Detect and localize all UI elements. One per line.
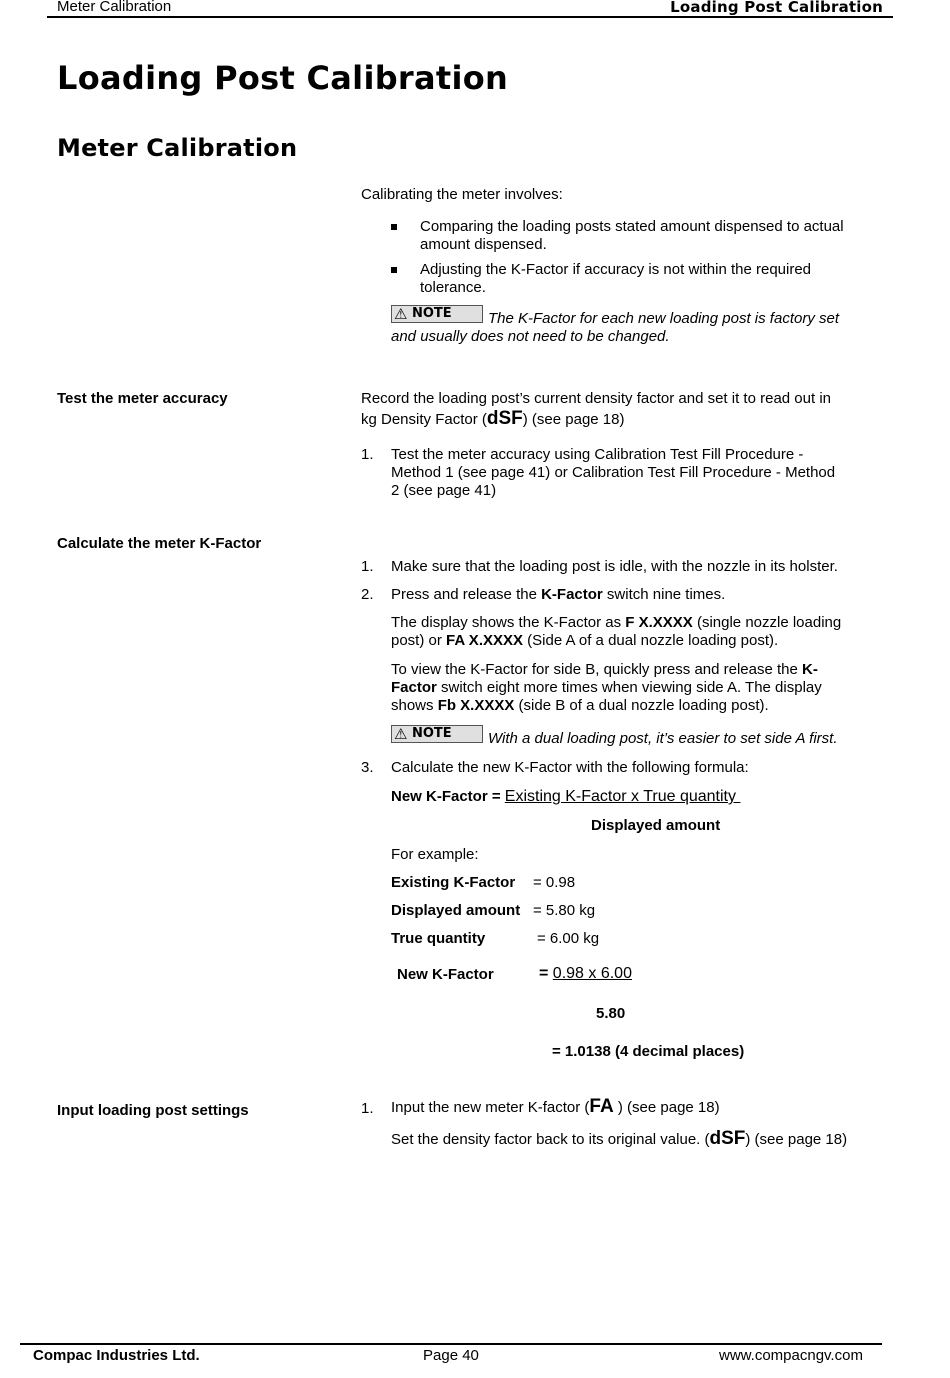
heading-calc-kfactor: Calculate the meter K-Factor [57, 535, 262, 552]
input-step2: Set the density factor back to its original value. (dSF) (see page 18) [391, 1128, 848, 1149]
example-label-true: True quantity [391, 930, 486, 947]
display-code-dsf: dSF [709, 1128, 746, 1149]
calc-step3: Calculate the new K-Factor with the following formula: [391, 759, 749, 776]
header-rule [47, 16, 893, 18]
note-badge: ⚠ NOTE [391, 725, 483, 743]
note-text-line1: The K-Factor for each new loading post is factory set [488, 310, 839, 327]
bullet-square-icon [391, 267, 397, 273]
test-step1: Test the meter accuracy using Calibration Test Fill Procedure - Method 1 (see page 41) or Calibration Test Fill Procedure - Method 2 (see page 41) [391, 446, 836, 499]
section-title: Meter Calibration [57, 134, 298, 162]
footer-company: Compac Industries Ltd. [33, 1347, 200, 1364]
display-code-dsf: dSF [486, 408, 523, 429]
calc-display-para: The display shows the K-Factor as F X.XXXX (single nozzle loading post) or FA X.XXXX (Side A of a dual nozzle loading post). [391, 614, 842, 649]
calc-step2: Press and release the K-Factor switch nine times. [391, 586, 726, 603]
result-numerator: 0.98 x 6.00 [552, 965, 632, 982]
footer-rule [20, 1343, 882, 1345]
example-label-existing: Existing K-Factor [391, 874, 516, 891]
result-label: New K-Factor [397, 966, 494, 983]
note-text: With a dual loading post, it’s easier to set side A first. [488, 730, 838, 747]
result-value: = 1.0138 (4 decimal places) [552, 1043, 745, 1060]
page-title: Loading Post Calibration [57, 59, 509, 97]
running-header-chapter: Loading Post Calibration [670, 0, 883, 16]
display-code-fa: FA [589, 1096, 614, 1117]
formula-denominator: Displayed amount [591, 817, 721, 834]
bullet-item-2: Adjusting the K-Factor if accuracy is not within the required tolerance. [420, 261, 812, 296]
bullet-item-1: Comparing the loading posts stated amount dispensed to actual amount dispensed. [420, 218, 844, 253]
warning-triangle-icon: ⚠ [394, 305, 408, 323]
formula-line [391, 788, 740, 806]
warning-triangle-icon: ⚠ [394, 725, 408, 743]
step-number: 2. [361, 586, 374, 603]
note-badge: ⚠ NOTE [391, 305, 483, 323]
example-value-true: = 6.00 kg [537, 930, 600, 947]
result-fraction: = 0.98 x 6.00 [539, 965, 632, 982]
test-para-line1: Record the loading post’s current density factor and set it to read out in [361, 390, 831, 407]
calc-step1: Make sure that the loading post is idle, with the nozzle in its holster. [391, 558, 838, 575]
calc-sideb-para: To view the K-Factor for side B, quickly press and release the K- Factor switch eight more times when viewing side A. The display shows Fb X.XXXX (side B of a dual nozzle loading post). [391, 661, 822, 714]
intro-lead: Calibrating the meter involves: [361, 186, 563, 203]
step-number: 1. [361, 558, 374, 575]
running-header-section: Meter Calibration [57, 0, 172, 15]
note-text-line2: and usually does not need to be changed. [391, 328, 670, 345]
test-para-line2: kg Density Factor (dSF) (see page 18) [361, 408, 625, 429]
example-label: For example: [391, 846, 479, 863]
bullet-square-icon [391, 224, 397, 230]
heading-test-accuracy: Test the meter accuracy [57, 390, 228, 407]
footer-page-number: Page 40 [423, 1347, 479, 1364]
input-step1: Input the new meter K-factor (FA ) (see page 18) [391, 1096, 720, 1117]
example-value-existing: = 0.98 [533, 874, 576, 891]
result-denominator: 5.80 [596, 1005, 626, 1022]
example-label-displayed: Displayed amount [391, 902, 521, 919]
heading-input-settings: Input loading post settings [57, 1102, 249, 1119]
example-value-displayed: = 5.80 kg [533, 902, 596, 919]
step-number: 3. [361, 759, 374, 776]
formula-label: New K-Factor = [391, 788, 505, 805]
footer-website: www.compacngv.com [719, 1347, 863, 1364]
step-number: 1. [361, 1100, 374, 1117]
formula-numerator: Existing K-Factor x True quantity [504, 788, 741, 805]
step-number: 1. [361, 446, 374, 463]
